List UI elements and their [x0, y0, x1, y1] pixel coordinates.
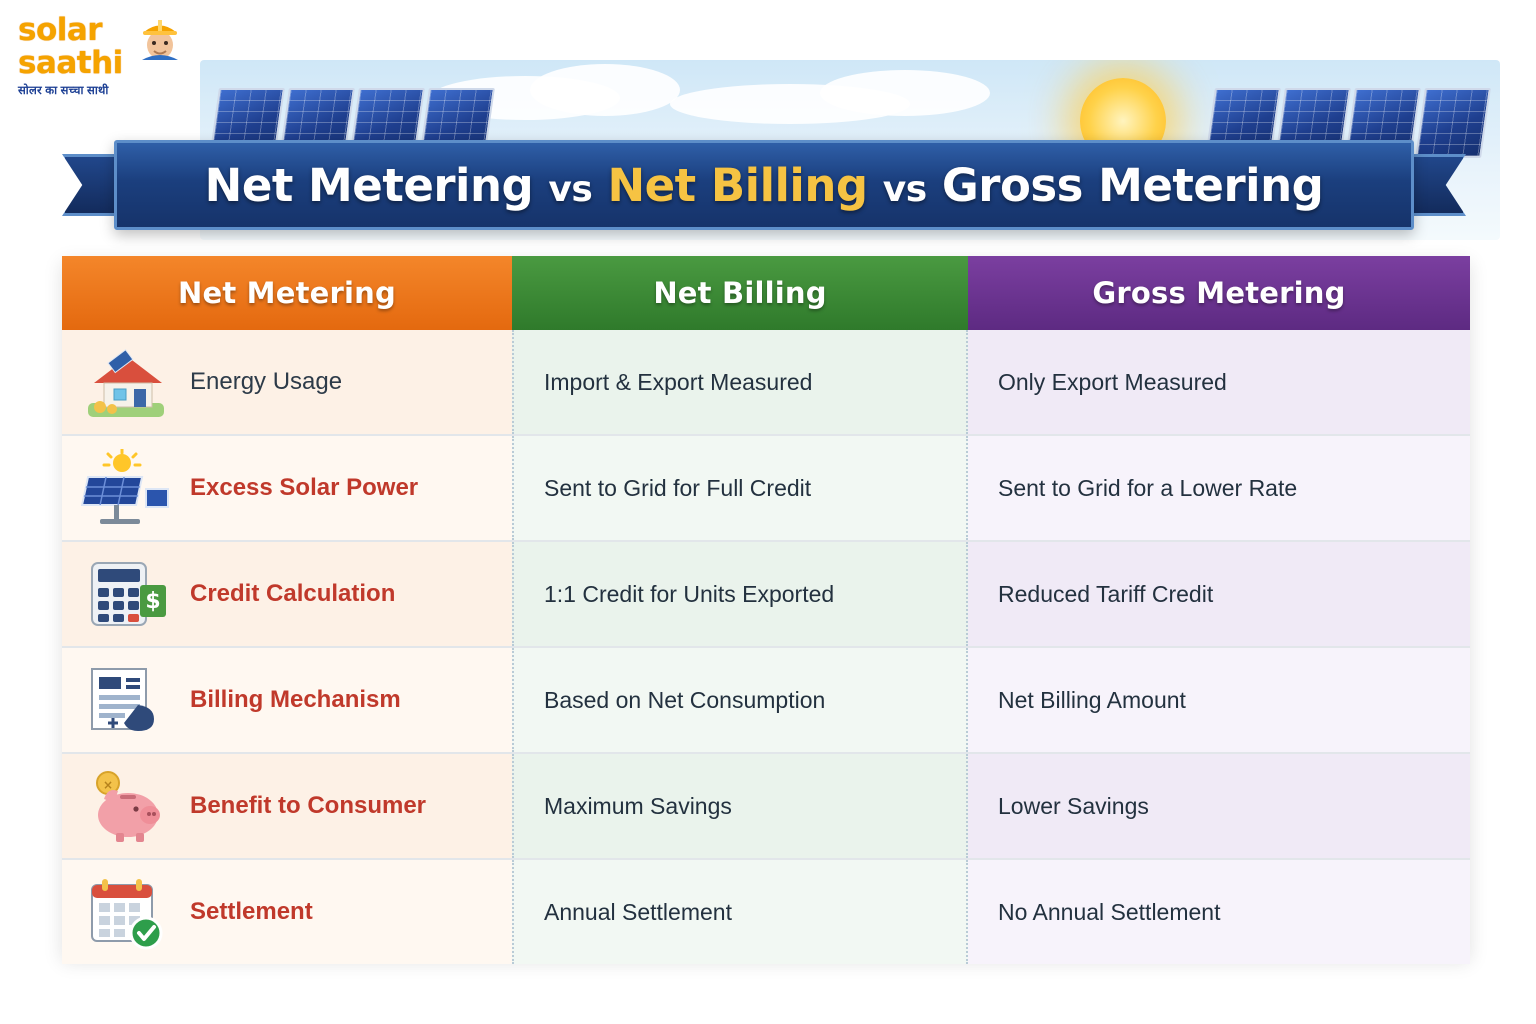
table-header-row	[62, 256, 1470, 330]
gross-metering-cell: Reduced Tariff Credit	[968, 542, 1470, 646]
table-row	[62, 542, 1470, 646]
title-vs-2: vs	[882, 168, 927, 210]
net-billing-cell: Based on Net Consumption	[512, 648, 968, 752]
title-part-1: Net Metering	[204, 158, 534, 212]
feature-label: Benefit to Consumer	[190, 792, 427, 819]
net-billing-cell: Import & Export Measured	[512, 330, 968, 434]
feature-label: Energy Usage	[190, 368, 343, 395]
row-feature-cell	[62, 436, 512, 540]
table-row	[62, 754, 1470, 858]
svg-text:$: $	[145, 589, 161, 614]
solar-panel-with-sun-icon	[62, 442, 190, 534]
table-row	[62, 330, 1470, 434]
row-feature-cell	[62, 860, 512, 964]
feature-label: Credit Calculation	[190, 580, 396, 607]
column-header-net-billing: Net Billing	[512, 256, 968, 330]
invoice-document-icon	[62, 654, 190, 746]
brand-word-solar: solar	[18, 12, 103, 48]
net-billing-cell: Annual Settlement	[512, 860, 968, 964]
column-header-net-metering: Net Metering	[62, 256, 512, 330]
feature-label: Settlement	[190, 898, 313, 925]
title-ribbon	[62, 140, 1466, 224]
title-vs-1: vs	[548, 168, 593, 210]
comparison-table	[62, 256, 1470, 956]
net-billing-cell: Sent to Grid for Full Credit	[512, 436, 968, 540]
gross-metering-cell: Only Export Measured	[968, 330, 1470, 434]
title-part-2: Net Billing	[607, 158, 868, 212]
page-title	[205, 159, 1324, 212]
row-feature-cell	[62, 648, 512, 752]
house-with-solar-icon	[62, 336, 190, 428]
brand-logo	[18, 14, 198, 124]
ribbon-body	[114, 140, 1414, 230]
svg-text:×: ×	[102, 778, 114, 792]
calendar-with-check-icon	[62, 866, 190, 958]
table-row	[62, 648, 1470, 752]
table-row	[62, 436, 1470, 540]
row-feature-cell	[62, 754, 512, 858]
engineer-avatar-icon	[136, 12, 184, 60]
title-part-3: Gross Metering	[941, 158, 1324, 212]
feature-label: Billing Mechanism	[190, 686, 401, 713]
piggy-bank-with-coin-icon	[62, 760, 190, 852]
cloud-shape	[530, 64, 680, 116]
gross-metering-cell: Net Billing Amount	[968, 648, 1470, 752]
gross-metering-cell: No Annual Settlement	[968, 860, 1470, 964]
column-header-gross-metering: Gross Metering	[968, 256, 1470, 330]
brand-tagline: सोलर का सच्चा साथी	[18, 85, 109, 97]
net-billing-cell: 1:1 Credit for Units Exported	[512, 542, 968, 646]
cloud-shape	[820, 70, 990, 116]
brand-word-saathi: saathi	[18, 45, 123, 81]
gross-metering-cell: Sent to Grid for a Lower Rate	[968, 436, 1470, 540]
gross-metering-cell: Lower Savings	[968, 754, 1470, 858]
calculator-with-dollar-icon	[62, 548, 190, 640]
row-feature-cell	[62, 330, 512, 434]
row-feature-cell	[62, 542, 512, 646]
feature-label: Excess Solar Power	[190, 474, 419, 501]
net-billing-cell: Maximum Savings	[512, 754, 968, 858]
table-row	[62, 860, 1470, 964]
